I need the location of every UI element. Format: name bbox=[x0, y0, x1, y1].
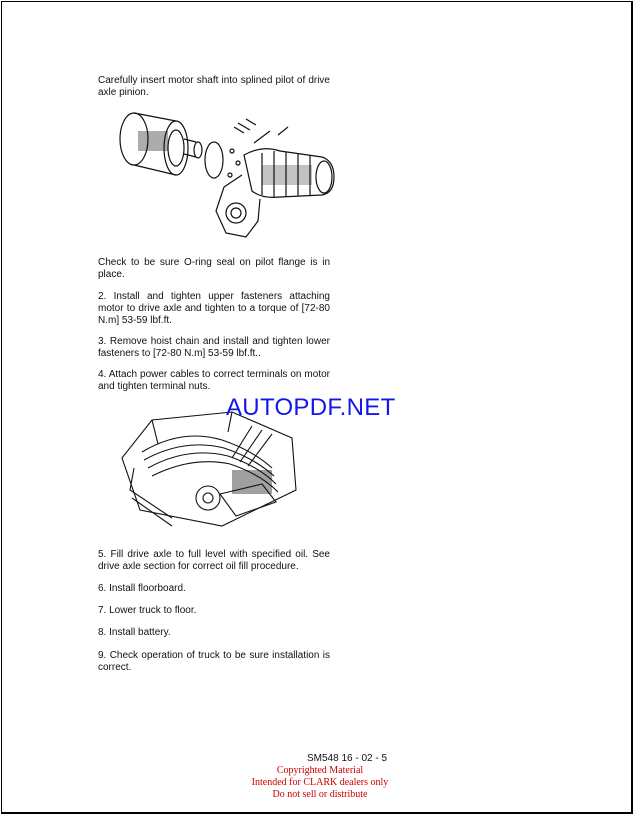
step-5: 5. Fill drive axle to full level with specified oil. See drive axle section for correct oil fill procedure. bbox=[98, 549, 330, 572]
copyright-line-1: Copyrighted Material bbox=[276, 765, 364, 776]
copyright-line-2: Intended for CLARK dealers only bbox=[251, 777, 389, 788]
paragraph-insert-shaft: Carefully insert motor shaft into splined pilot of drive axle pinion. bbox=[98, 75, 330, 98]
step-7: 7. Lower truck to floor. bbox=[98, 605, 197, 616]
page-reference: SM548 16 - 02 - 5 bbox=[307, 753, 388, 764]
step-9: 9. Check operation of truck to be sure installation is correct. bbox=[98, 650, 330, 673]
motor-axle-illustration bbox=[112, 105, 348, 253]
paragraph-oring-check: Check to be sure O-ring seal on pilot flange is in place. bbox=[98, 257, 330, 280]
step-8: 8. Install battery. bbox=[98, 627, 171, 638]
copyright-line-3: Do not sell or distribute bbox=[272, 789, 368, 800]
step-6: 6. Install floorboard. bbox=[98, 583, 186, 594]
watermark: AUTOPDF.NET bbox=[226, 394, 396, 421]
step-2: 2. Install and tighten upper fasteners attaching motor to drive axle and tighten to a torque of [72-80 N.m] 53-59 lbf.ft. bbox=[98, 291, 330, 326]
step-3: 3. Remove hoist chain and install and tighten lower fasteners to [72-80 N.m] 53-59 lbf.ft.. bbox=[98, 336, 330, 359]
step-4: 4. Attach power cables to correct terminals on motor and tighten terminal nuts. bbox=[98, 369, 330, 392]
